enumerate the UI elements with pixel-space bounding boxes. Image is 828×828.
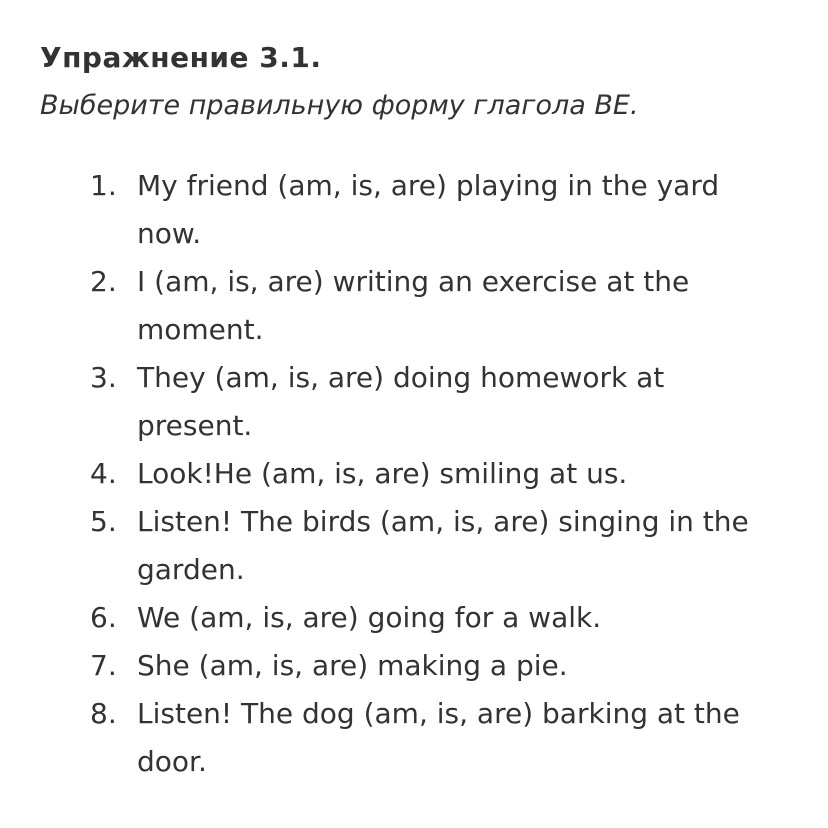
list-item <box>0 690 828 786</box>
item-text: I (am, is, are) writing an exercise at the moment. <box>137 265 690 346</box>
item-text: My friend (am, is, are) playing in the yard now. <box>137 169 720 250</box>
item-number: 2. <box>90 265 117 298</box>
exercise-list <box>0 162 828 786</box>
item-text: They (am, is, are) doing homework at present. <box>137 361 665 442</box>
item-number: 3. <box>90 361 117 394</box>
item-number: 7. <box>90 649 117 682</box>
item-number: 1. <box>90 169 117 202</box>
list-item <box>0 450 828 498</box>
item-number: 8. <box>90 697 117 730</box>
list-item <box>0 162 828 258</box>
item-text: She (am, is, are) making a pie. <box>137 649 568 682</box>
list-item <box>0 354 828 450</box>
list-item <box>0 642 828 690</box>
item-text: Listen! The birds (am, is, are) singing in the garden. <box>137 505 749 586</box>
item-text: Listen! The dog (am, is, are) barking at the door. <box>137 697 740 778</box>
list-item <box>0 594 828 642</box>
item-number: 6. <box>90 601 117 634</box>
list-item <box>0 498 828 594</box>
exercise-instruction: Выберите правильную форму глагола BE. <box>40 90 639 121</box>
item-number: 5. <box>90 505 117 538</box>
list-item <box>0 258 828 354</box>
exercise-title: Упражнение 3.1. <box>40 41 322 74</box>
item-text: Look!He (am, is, are) smiling at us. <box>137 457 628 490</box>
item-number: 4. <box>90 457 117 490</box>
item-text: We (am, is, are) going for a walk. <box>137 601 602 634</box>
